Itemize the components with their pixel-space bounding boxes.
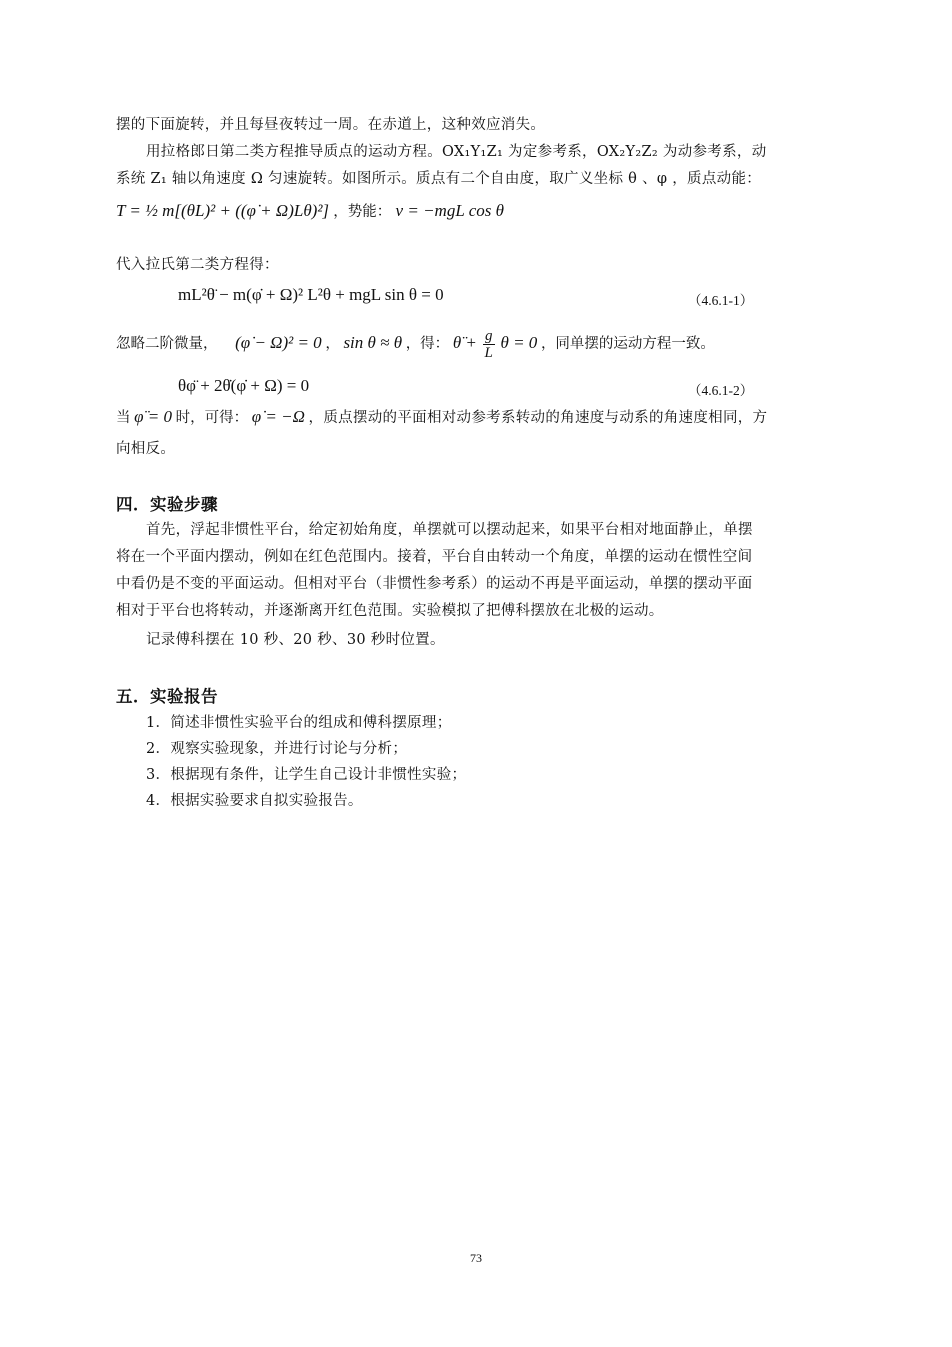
approx-text: ，同单摆的运动方程一致。: [540, 335, 715, 352]
text: 时，可得：: [175, 410, 249, 426]
list-item: 4．根据实验要求自拟实验报告。: [146, 793, 363, 809]
approx-equation: θ̈ +: [452, 332, 477, 352]
list-item: 3．根据现有条件，让学生自己设计非惯性实验；: [146, 767, 467, 783]
potential-label: ，势能：: [333, 204, 392, 220]
list-item: 1．简述非惯性实验平台的组成和傅科摆原理；: [146, 715, 452, 731]
separator: ，得：: [405, 335, 450, 352]
kinetic-energy-line: [116, 200, 504, 221]
approximation-line: [116, 328, 715, 361]
inline-equation: φ̈ = 0: [134, 407, 173, 426]
equation-kinetic-energy: T = ½ m[(θ̇L)² + ((φ̇ + Ω)Lθ)²]: [116, 201, 330, 220]
approx-equation: (φ̇ − Ω)² = 0: [235, 332, 322, 352]
separator: ，: [325, 335, 340, 352]
list-item: 2．观察实验现象，并进行讨论与分析；: [146, 741, 408, 757]
approx-equation: sin θ ≈ θ: [343, 332, 403, 352]
approx-equation: θ = 0: [500, 332, 538, 352]
paragraph-line: 摆的下面旋转，并且每昼夜转过一周。在赤道上，这种效应消失。: [116, 117, 546, 133]
paragraph-line: 将在一个平面内摆动，例如在红色范围内。接着，平台自由转动一个角度，单摆的运动在惯性空间: [116, 549, 753, 565]
equation-number: （4.6.1-2）: [688, 383, 754, 398]
paragraph-line: 记录傅科摆在 10 秒、20 秒、30 秒时位置。: [146, 632, 445, 648]
text: ，质点摆动的平面相对动参考系转动的角速度与动系的角速度相同，方: [308, 410, 768, 426]
fraction-g-over-L: [483, 328, 495, 361]
report-list: [146, 710, 466, 814]
equation-number: （4.6.1-1）: [688, 293, 754, 308]
paragraph-line: 向相反。: [116, 441, 176, 457]
paragraph-line: 代入拉氏第二类方程得：: [116, 257, 279, 273]
paragraph-line: 首先，浮起非惯性平台，给定初始角度，单摆就可以摆动起来，如果平台相对地面静止，单摆: [146, 522, 753, 538]
section-heading: 四．实验步骤: [116, 495, 218, 514]
conclusion-line: [116, 406, 767, 427]
text: 当: [116, 410, 131, 426]
paragraph-line: 用拉格郎日第二类方程推导质点的运动方程。OX₁Y₁Z₁ 为定参考系，OX₂Y₂Z₂ 为动参考系，动: [146, 144, 767, 160]
fraction-denominator: L: [484, 345, 493, 361]
equation-4-6-1-1: mL²θ̈ − m(φ̇ + Ω)² L²θ + mgL sin θ = 0: [178, 285, 444, 304]
approx-text: 忽略二阶微量，: [116, 335, 218, 352]
equation-potential-energy: v = −mgL cos θ: [395, 201, 504, 220]
page-number: 73: [470, 1251, 482, 1265]
paragraph-line: 中看仍是不变的平面运动。但相对平台（非惯性参考系）的运动不再是平面运动，单摆的摆动平面: [116, 576, 753, 592]
paragraph-line: 相对于平台也将转动，并逐渐离开红色范围。实验模拟了把傅科摆放在北极的运动。: [116, 603, 664, 619]
equation-4-6-1-2: θφ̈ + 2θ̇(φ̇ + Ω) = 0: [178, 376, 310, 395]
paragraph-line: 系统 Z₁ 轴以角速度 Ω 匀速旋转。如图所示。质点有二个自由度，取广义坐标 θ 、φ ，质点动能：: [116, 171, 762, 187]
fraction-numerator: g: [483, 328, 495, 345]
inline-equation: φ̇ = −Ω: [251, 407, 305, 426]
section-heading: 五．实验报告: [116, 687, 218, 706]
